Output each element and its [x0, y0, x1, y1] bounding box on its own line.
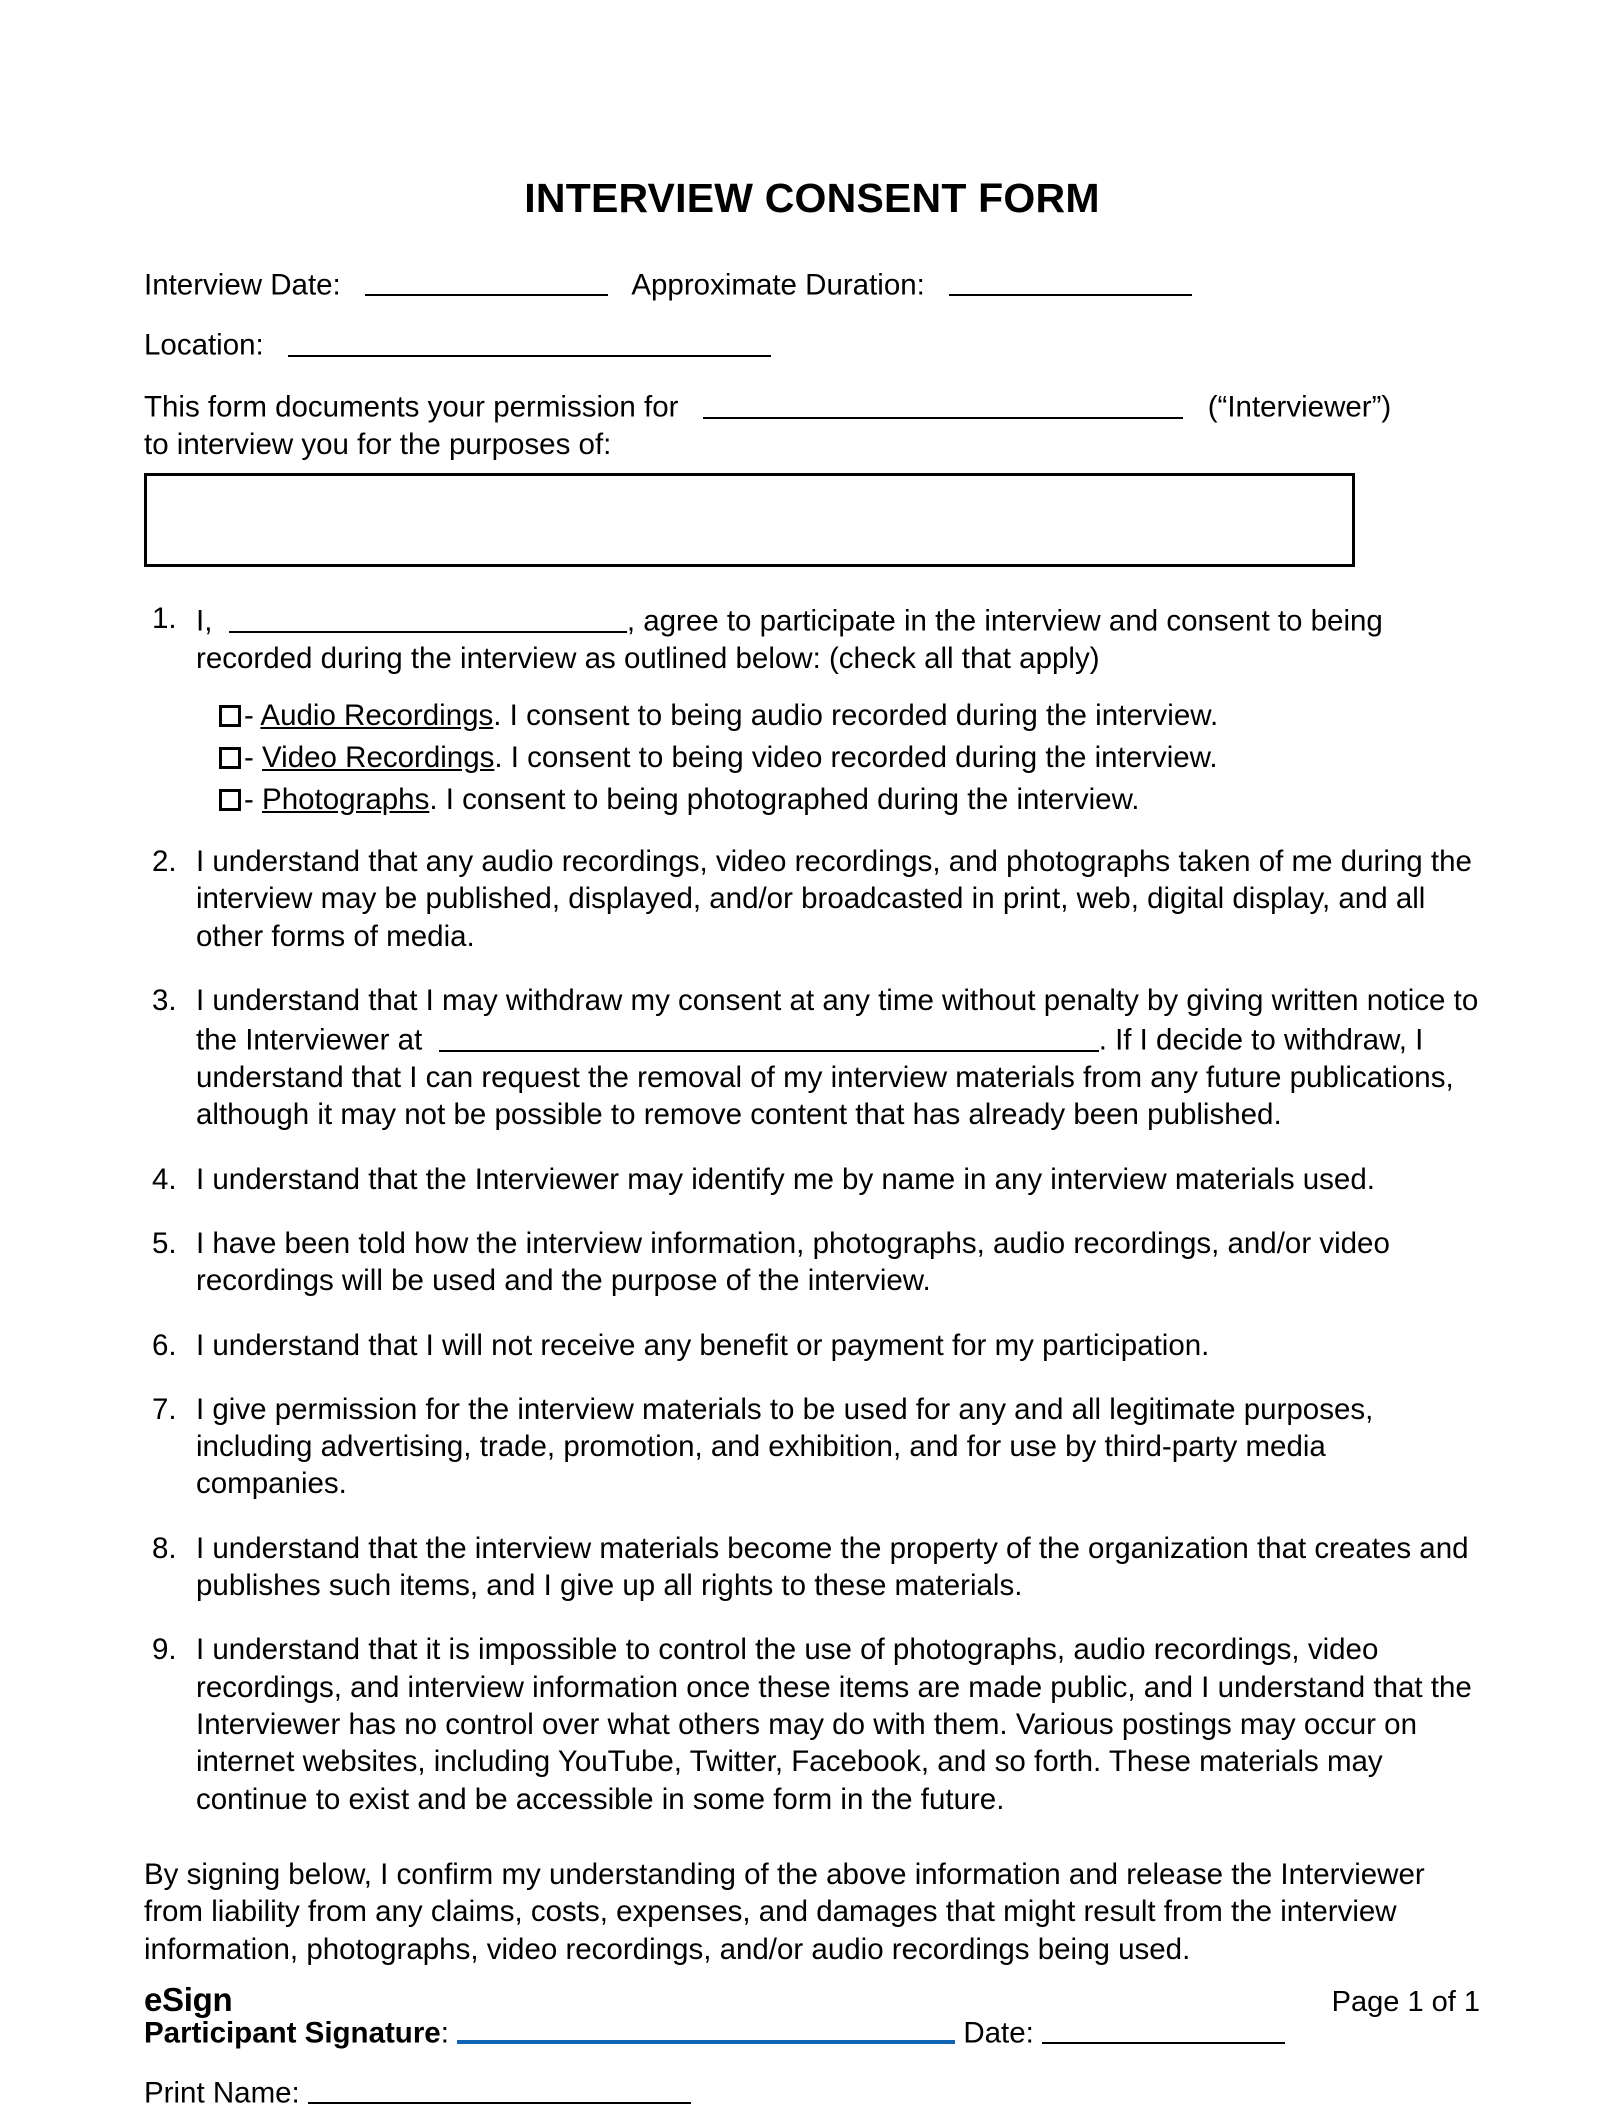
- document-body: [144, 0, 1480, 2112]
- consent-option-label-video: Video Recordings: [262, 741, 495, 775]
- signature-date-label: Date:: [963, 2016, 1034, 2050]
- clause-text: I have been told how the interview information, photographs, audio recordings, and/or video recordings will be used and the purpose of the interview.: [196, 1226, 1390, 1298]
- consent-separator: -: [244, 783, 263, 817]
- clause-text: I understand that the Interviewer may identify me by name in any interview materials used.: [196, 1162, 1375, 1196]
- clause-number: 6.: [152, 1328, 177, 1362]
- permission-text-before: This form documents your permission for: [144, 390, 679, 424]
- clause-text: I understand that the interview materials become the property of the organization that creates and publishes such items, and I give up all rights to these materials.: [196, 1531, 1469, 1603]
- clause-number: 3.: [152, 983, 177, 1017]
- clause-number: 1.: [152, 602, 177, 636]
- interview-date-label: Interview Date:: [144, 268, 341, 302]
- purpose-textarea[interactable]: [144, 473, 1355, 567]
- page-title: INTERVIEW CONSENT FORM: [524, 175, 1100, 221]
- interview-date-input[interactable]: [365, 264, 608, 296]
- clause-text-before-blank: I understand that I may withdraw my consent at any time without penalty by giving written notice to the Interviewer at: [196, 983, 1479, 1057]
- interviewer-name-input[interactable]: [703, 386, 1183, 418]
- location-label: Location:: [144, 328, 264, 362]
- clause-text: I give permission for the interview materials to be used for any and all legitimate purposes, including advertising, trade, promotion, and exhibition, and for use by third-party media companies.: [196, 1392, 1374, 1501]
- interview-date-row: [144, 264, 1480, 304]
- clause-item-4: [144, 1161, 1480, 1198]
- clause-number: 9.: [152, 1633, 177, 1667]
- approximate-duration-input[interactable]: [949, 264, 1192, 296]
- clause-item-3: [144, 982, 1480, 1134]
- clause-number: 5.: [152, 1226, 177, 1260]
- interviewer-quoted-term: (“Interviewer”): [1207, 390, 1392, 424]
- print-name-input[interactable]: [308, 2072, 691, 2104]
- page-footer: [144, 1981, 1480, 2019]
- consent-option-label-photographs: Photographs: [262, 783, 430, 817]
- checkbox-icon-video[interactable]: [219, 747, 241, 769]
- clause-number: 4.: [152, 1162, 177, 1196]
- clause-text: I understand that I will not receive any benefit or payment for my participation.: [196, 1328, 1210, 1362]
- consent-option-audio[interactable]: [219, 701, 1480, 732]
- consent-options-list: [196, 701, 1480, 816]
- consent-separator: -: [244, 741, 263, 775]
- clause-text-after-blank: , agree to participate in the interview and consent to being recorded during the interview as outlined below: (check all that apply): [196, 604, 1383, 675]
- consent-option-label-audio: Audio Recordings: [260, 699, 494, 733]
- location-row: [144, 324, 1480, 364]
- clause-item-9: [144, 1631, 1480, 1818]
- clause-item-5: [144, 1225, 1480, 1300]
- clause-number: 2.: [152, 845, 177, 879]
- clause-item-7: [144, 1391, 1480, 1503]
- withdrawal-notice-contact-input[interactable]: [439, 1019, 1099, 1051]
- participant-signature-label: Participant Signature: [144, 2016, 441, 2050]
- esign-logo: eSign: [144, 1981, 233, 2018]
- approximate-duration-label: Approximate Duration:: [631, 268, 925, 302]
- clause-item-8: [144, 1530, 1480, 1605]
- permission-statement: [144, 386, 1480, 464]
- consent-separator: -: [244, 699, 261, 733]
- clause-item-6: [144, 1327, 1480, 1364]
- location-input[interactable]: [288, 324, 771, 356]
- consent-option-description-photographs: . I consent to being photographed during the interview.: [429, 783, 1140, 817]
- clause-number: 8.: [152, 1531, 177, 1565]
- purposes-prompt: to interview you for the purposes of:: [144, 428, 612, 462]
- clause-text-before-blank: I,: [196, 604, 213, 638]
- clause-item-1: [144, 600, 1480, 816]
- page-indicator: Page 1 of 1: [1331, 1986, 1480, 2018]
- checkbox-icon-audio[interactable]: [219, 705, 241, 727]
- clause-text-after-blank: . If I decide to withdraw, I understand that I can request the removal of my interview materials from any future publications, although it may not be possible to remove content that has already been published.: [196, 1023, 1454, 1132]
- closing-paragraph: By signing below, I confirm my understanding of the above information and release the Interviewer from liability from any claims, costs, expenses, and damages that might result from the interview information, photographs, video recordings, and/or audio recordings being used.: [144, 1857, 1425, 1966]
- clause-number: 7.: [152, 1392, 177, 1426]
- clause-list: [144, 600, 1480, 1818]
- consent-option-description-video: . I consent to being video recorded during the interview.: [494, 741, 1218, 775]
- consent-option-video[interactable]: [219, 743, 1480, 774]
- consent-option-photographs[interactable]: [219, 785, 1480, 816]
- consent-option-description-audio: . I consent to being audio recorded during the interview.: [493, 699, 1219, 733]
- print-name-label: Print Name:: [144, 2076, 300, 2110]
- clause-text: I understand that any audio recordings, video recordings, and photographs taken of me during the interview may be published, displayed, and/or broadcasted in print, web, digital display, and all other forms of media.: [196, 845, 1472, 953]
- print-name-row: [144, 2072, 1480, 2112]
- clause-text: I understand that it is impossible to control the use of photographs, audio recordings, video recordings, and interview information once these items are made public, and I understand that the Interviewer has no control over what others may do with them. Various postings may occur on internet websites, including YouTube, Twitter, Facebook, and so forth. These materials may continue to exist and be accessible in some form in the future.: [196, 1633, 1472, 1816]
- clause-item-2: [144, 843, 1480, 955]
- participant-name-input[interactable]: [229, 600, 627, 632]
- checkbox-icon-photographs[interactable]: [219, 789, 241, 811]
- participant-signature-colon: :: [440, 2016, 449, 2050]
